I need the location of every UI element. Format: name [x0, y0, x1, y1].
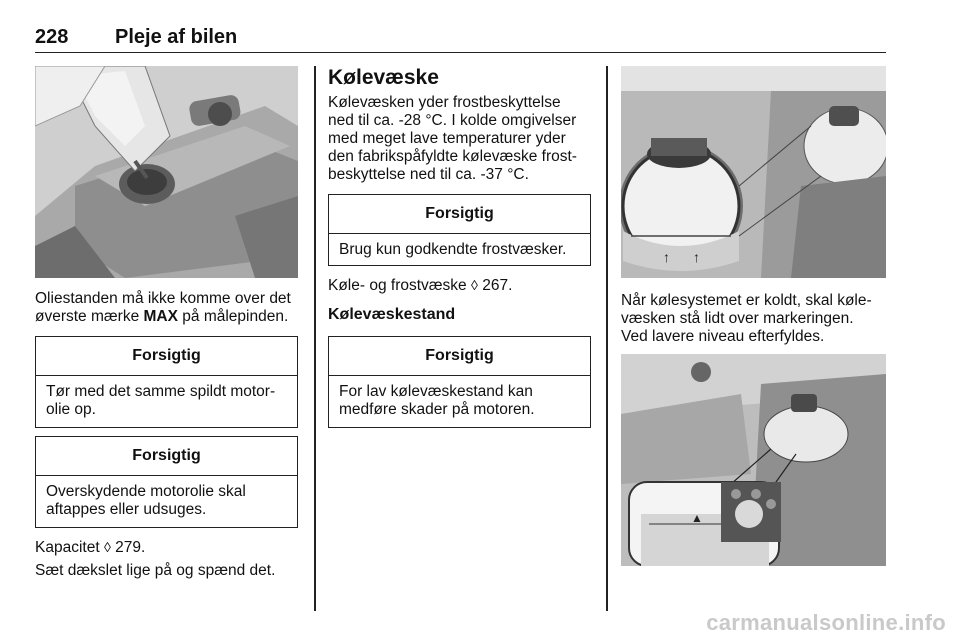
oil-filling-illustration-icon — [35, 66, 298, 278]
column-divider-1 — [314, 66, 316, 611]
coolant-reference-paragraph — [328, 276, 598, 295]
caution-box-oil-spill — [35, 336, 298, 428]
caution-title: Forsigtig — [36, 337, 297, 376]
caution-line: olie op. — [46, 401, 96, 418]
caution-line: medføre skader på motoren. — [339, 401, 535, 418]
oil-level-line2-post: på målepinden. — [177, 308, 289, 325]
capacity-reference[interactable]: 279. — [110, 539, 146, 556]
cap-instruction-paragraph — [35, 562, 305, 580]
paragraph-line: væsken stå lidt over markeringen. — [621, 310, 854, 327]
caution-body — [36, 376, 297, 426]
caution-title: Forsigtig — [329, 337, 590, 376]
page-reference-icon: ◊ — [103, 539, 111, 555]
caution-body — [329, 376, 590, 426]
caution-box-antifreeze — [328, 194, 591, 266]
watermark: carmanualsonline.info — [706, 610, 946, 635]
coolant-reservoir-location-illustration-icon — [621, 354, 886, 566]
coolant-level-subheading — [328, 306, 598, 324]
svg-text:▲: ▲ — [691, 511, 703, 525]
paragraph-line: Kølevæsken yder frostbeskyttelse — [328, 94, 561, 111]
coolant-reservoir-illustration-icon — [621, 66, 886, 278]
caution-title: Forsigtig — [329, 195, 590, 234]
oil-level-paragraph — [35, 290, 305, 326]
capacity-paragraph — [35, 538, 305, 557]
oil-level-line1: Oliestanden må ikke komme over det — [35, 290, 291, 307]
capacity-label: Kapacitet — [35, 539, 104, 556]
oil-level-line2-pre: øverste mærke — [35, 308, 144, 325]
coolant-section — [328, 66, 598, 184]
caution-box-low-coolant — [328, 336, 591, 428]
caution-body — [36, 476, 297, 526]
caution-line: For lav kølevæskestand kan — [339, 383, 533, 400]
page-number: 228 — [35, 26, 69, 48]
paragraph-line: den fabrikspåfyldte kølevæske frost- — [328, 148, 577, 165]
chapter-title: Pleje af bilen — [115, 26, 238, 48]
caution-line: Overskydende motorolie skal — [46, 483, 246, 500]
paragraph-line: med meget lave temperaturer yder — [328, 130, 566, 147]
paragraph-line: Ved lavere niveau efterfyldes. — [621, 328, 825, 345]
coolant-reference-label: Køle- og frostvæske — [328, 277, 471, 294]
svg-text:↑: ↑ — [663, 249, 670, 265]
cap-instruction-text: Sæt dækslet lige på og spænd det. — [35, 562, 276, 579]
subheading: Kølevæskestand — [328, 306, 456, 323]
paragraph-line: ned til ca. -28 °C. I kolde omgivelser — [328, 112, 577, 129]
page-header — [35, 22, 886, 53]
column-divider-2 — [606, 66, 608, 611]
caution-line: aftappes eller udsuges. — [46, 501, 207, 518]
coolant-paragraph — [328, 94, 598, 184]
paragraph-line: Når kølesystemet er koldt, skal køle- — [621, 292, 872, 309]
coolant-level-paragraph — [621, 292, 891, 346]
caution-line: Tør med det samme spildt motor- — [46, 383, 276, 400]
caution-box-excess-oil — [35, 436, 298, 528]
svg-text:↑: ↑ — [693, 249, 700, 265]
paragraph-line: beskyttelse ned til ca. -37 °C. — [328, 166, 529, 183]
section-heading: Kølevæske — [328, 66, 439, 89]
page-reference-icon: ◊ — [471, 277, 478, 293]
coolant-reference[interactable]: 267. — [477, 277, 513, 294]
max-mark: MAX — [143, 308, 178, 325]
caution-body: Brug kun godkendte frostvæsker. — [339, 241, 567, 258]
caution-title: Forsigtig — [36, 437, 297, 476]
